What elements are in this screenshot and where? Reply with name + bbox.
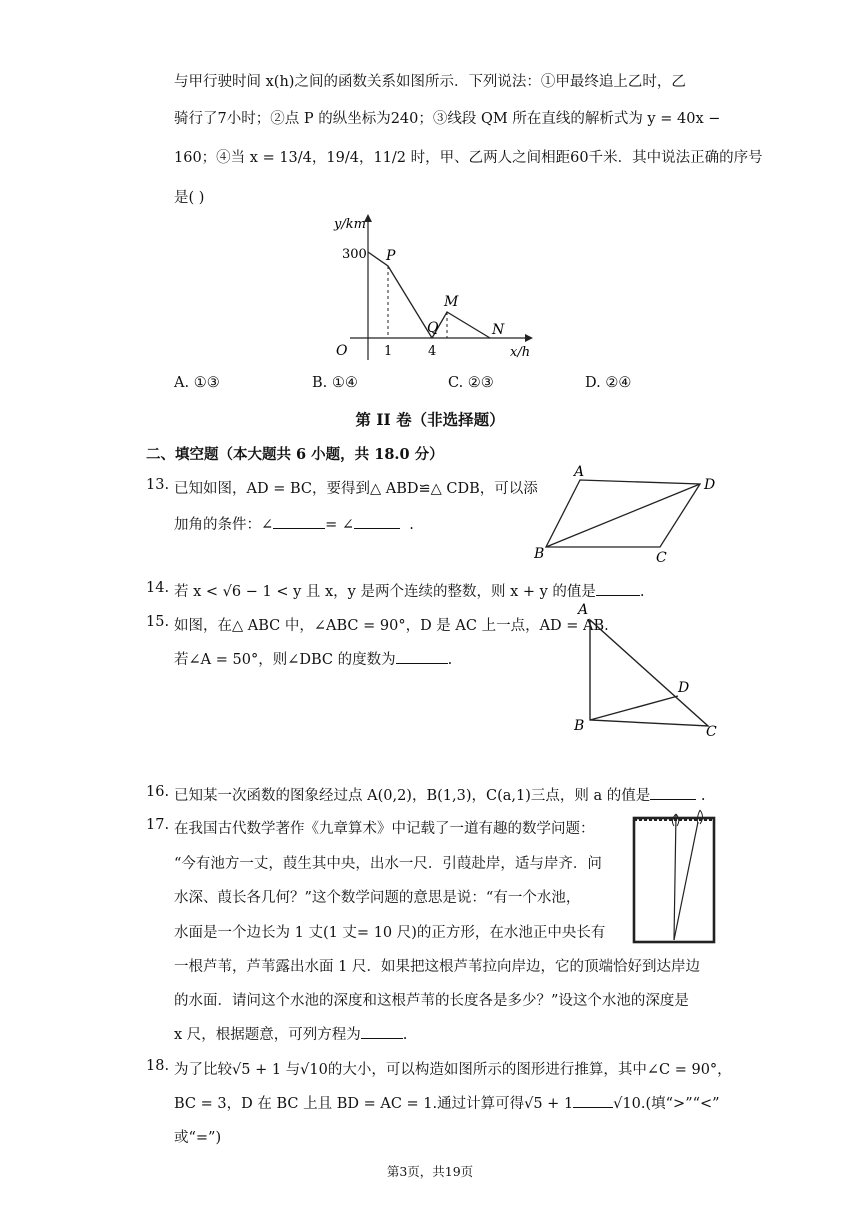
q15-line1: 如图，在△ ABC 中，∠ABC = 90°，D 是 AC 上一点，AD = AB. <box>174 618 609 634</box>
graph-origin: O <box>336 343 348 359</box>
q15-figure <box>568 598 728 740</box>
q14-blank[interactable] <box>596 581 640 596</box>
svg-text:B: B <box>574 718 585 734</box>
q17-line1: 在我国古代数学著作《九章算术》中记载了一道有趣的数学问题： <box>174 821 595 837</box>
graph-x1: 1 <box>384 344 393 359</box>
q13-figure <box>530 462 730 567</box>
q15-number: 15. <box>146 614 170 630</box>
q17-line7: x 尺，根据题意，可列方程为 . <box>174 1023 407 1044</box>
q12-line3: 160；④当 x = 13/4，19/4，11/2 时，甲、乙两人之间相距60千米．其中说法正确的序号 <box>174 150 763 166</box>
svg-text:C: C <box>656 550 667 566</box>
graph-M: M <box>444 294 459 310</box>
q12-option-a: A. ①③ <box>174 375 220 391</box>
q13-blank-2[interactable] <box>354 514 400 529</box>
graph-x4: 4 <box>428 344 437 359</box>
q12-line2: 骑行了7小时；②点 P 的纵坐标为240；③线段 QM 所在直线的解析式为 y = 40x − <box>174 111 721 127</box>
q17-pond-figure <box>630 806 718 946</box>
q17-line6: 的水面．请问这个水池的深度和这根芦苇的长度各是多少？”设这个水池的深度是 <box>174 993 689 1009</box>
graph-Q: Q <box>427 320 439 336</box>
q12-option-c: C. ②③ <box>448 375 494 391</box>
q13-line1: 已知如图，AD = BC，要得到△ ABD≌△ CDB，可以添 <box>174 481 538 497</box>
q18-line1: 为了比较√5 + 1 与√10的大小，可以构造如图所示的图形进行推算，其中∠C = 90°， <box>174 1062 732 1078</box>
page-footer: 第3页，共19页 <box>386 1164 474 1179</box>
section-title: 二、填空题（本大题共 6 小题，共 18.0 分） <box>146 446 444 463</box>
graph-P: P <box>386 248 396 264</box>
svg-text:D: D <box>678 680 690 696</box>
q18-blank[interactable] <box>573 1093 613 1108</box>
q17-blank[interactable] <box>361 1024 403 1039</box>
q16-text: 已知某一次函数的图象经过点 A(0,2)，B(1,3)，C(a,1)三点，则 a 的值是 . <box>174 784 705 805</box>
q12-graph <box>330 210 540 365</box>
part2-title: 第 II 卷（非选择题） <box>355 410 505 429</box>
graph-N: N <box>492 322 505 338</box>
svg-text:B: B <box>534 546 545 562</box>
q14-text: 若 x < √6 − 1 < y 且 x，y 是两个连续的整数，则 x + y 的值是 . <box>174 580 645 601</box>
q17-line2: “今有池方一丈，葭生其中央，出水一尺．引葭赴岸，适与岸齐．问 <box>174 856 602 872</box>
q17-line3: 水深、葭长各几何？”这个数学问题的意思是说：“有一个水池， <box>174 890 581 906</box>
svg-text:C: C <box>706 724 717 740</box>
q18-line2: BC = 3，D 在 BC 上且 BD = AC = 1.通过计算可得√5 + 1 √10.(填“>”“<” <box>174 1092 720 1113</box>
q18-number: 18. <box>146 1058 170 1074</box>
q16-blank[interactable] <box>650 785 696 800</box>
q15-line2: 若∠A = 50°，则∠DBC 的度数为 . <box>174 648 452 669</box>
q15-blank[interactable] <box>396 649 448 664</box>
q13-blank-1[interactable] <box>273 514 325 529</box>
q12-line1: 与甲行驶时间 x(h)之间的函数关系如图所示．下列说法：①甲最终追上乙时，乙 <box>174 74 686 90</box>
svg-text:D: D <box>704 477 716 493</box>
q17-number: 17. <box>146 817 170 833</box>
svg-text:A: A <box>574 464 585 480</box>
graph-300: 300 <box>342 247 367 262</box>
graph-x-label: x/h <box>510 345 531 360</box>
q17-line5: 一根芦苇，芦苇露出水面 1 尺．如果把这根芦苇拉向岸边，它的顶端恰好到达岸边 <box>174 959 700 975</box>
q14-number: 14. <box>146 580 170 596</box>
q17-line4: 水面是一个边长为 1 丈(1 丈= 10 尺)的正方形，在水池正中央长有 <box>174 925 606 941</box>
q12-option-d: D. ②④ <box>585 375 632 391</box>
q18-line3: 或“=”) <box>174 1130 222 1146</box>
q16-number: 16. <box>146 784 170 800</box>
q13-line2: 加角的条件：∠ = ∠ . <box>174 513 414 534</box>
graph-y-label: y/km <box>334 217 366 232</box>
q12-option-b: B. ①④ <box>312 375 358 391</box>
q12-line4: 是( ) <box>174 190 205 206</box>
svg-text:A: A <box>578 602 589 618</box>
q13-number: 13. <box>146 477 170 493</box>
